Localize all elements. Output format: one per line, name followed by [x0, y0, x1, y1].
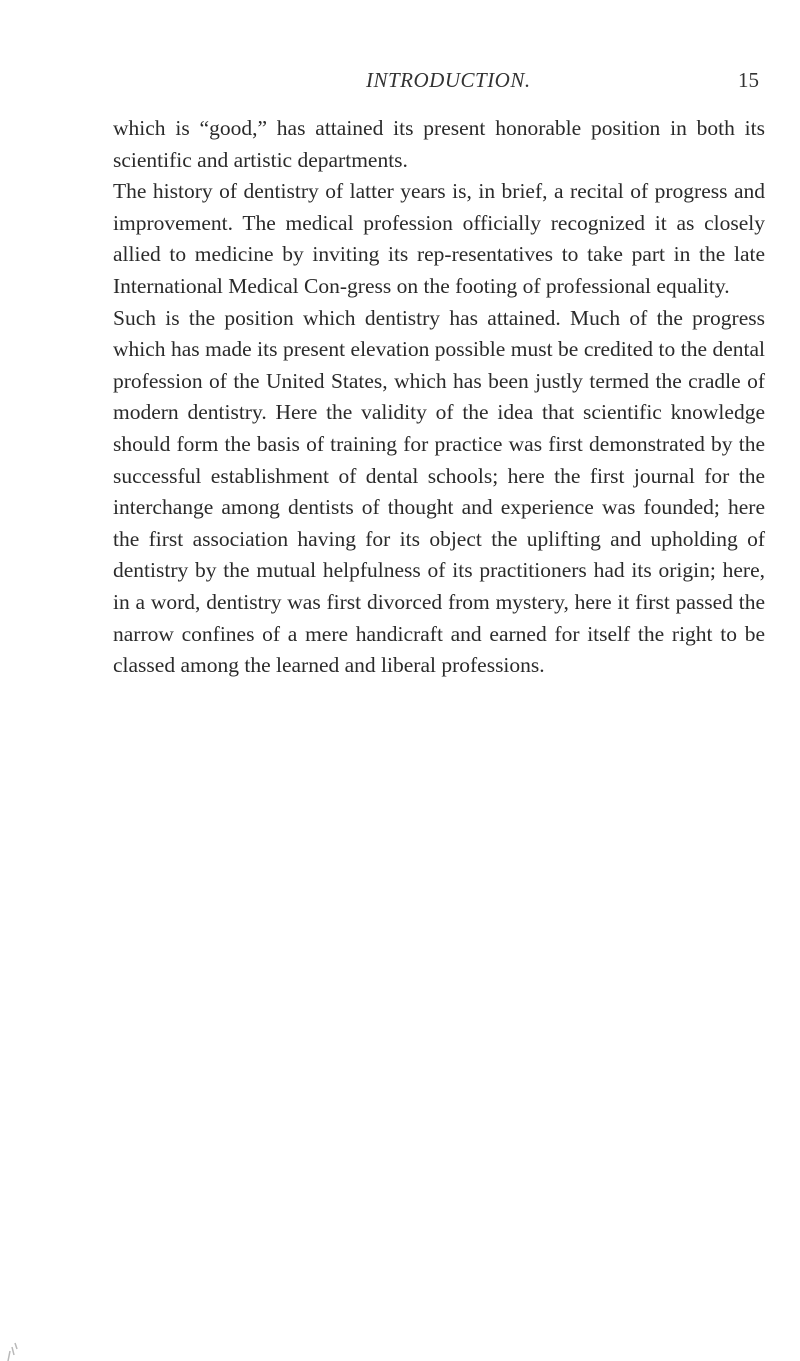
paragraph-3: Such is the position which dentistry has attained. Much of the progress which has made its present elevation possible must be credited to the dental profession of the United States, which has been justly termed the cradle of modern dentistry. Here the validity of the idea that scientific knowledge should form the basis of training for practice was first demonstrated by the successful establishment of dental schools; here the first journal for the interchange among dentists of thought and experience was founded; here the first association having for its object the uplifting and upholding of dentistry by the mutual helpfulness of its practitioners had its origin; here, in a word, dentistry was first divorced from mystery, here it first passed the narrow confines of a mere handicraft and earned for itself the right to be classed among the learned and liberal professions.	[113, 305, 765, 678]
body-text	[113, 113, 765, 682]
paragraph-1: which is “good,” has attained its present honorable position in both its scientific and artistic departments.	[113, 116, 765, 172]
page-smudge-mark	[0, 1321, 60, 1361]
running-title: INTRODUCTION.	[366, 68, 531, 92]
running-header	[0, 68, 800, 96]
paragraph-2: The history of dentistry of latter years is, in brief, a recital of progress and improvement. The medical profession officially recognized it as closely allied to medicine by inviting its rep-resentatives to take part in the late International Medical Con-gress on the footing of professional equality.	[113, 179, 765, 298]
page-number: 15	[738, 68, 759, 92]
